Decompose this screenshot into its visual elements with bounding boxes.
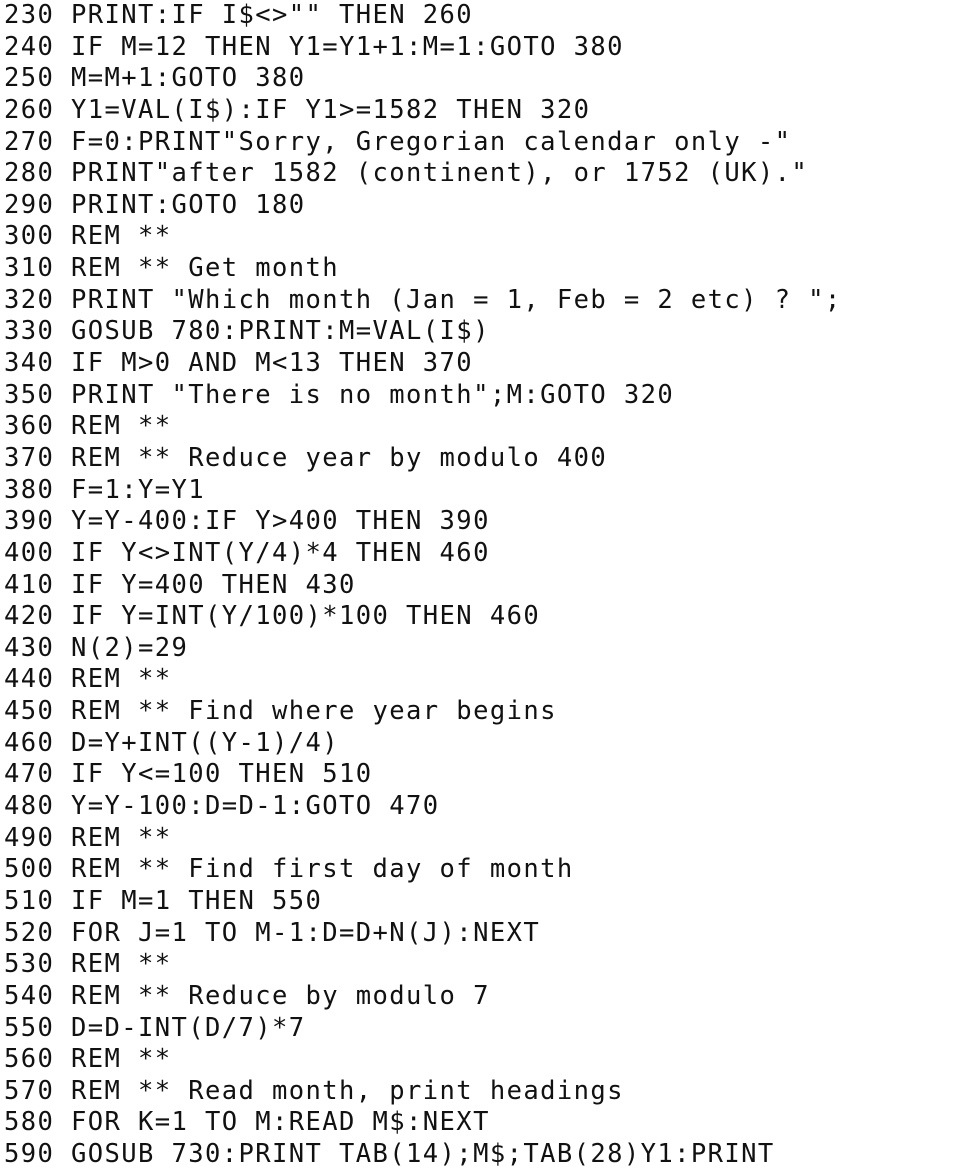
code-line: 520 FOR J=1 TO M-1:D=D+N(J):NEXT [4, 917, 541, 948]
code-line: 420 IF Y=INT(Y/100)*100 THEN 460 [4, 601, 541, 632]
code-line: 400 IF Y<>INT(Y/4)*4 THEN 460 [4, 537, 490, 568]
code-line: 410 IF Y=400 THEN 430 [4, 569, 356, 600]
code-line: 250 M=M+1:GOTO 380 [4, 63, 306, 94]
basic-program-listing [4, 0, 954, 1171]
code-line: 590 GOSUB 730:PRINT TAB(14);M$;TAB(28)Y1:PRINT [4, 1139, 775, 1170]
code-line: 380 F=1:Y=Y1 [4, 474, 206, 505]
code-line: 280 PRINT"after 1582 (continent), or 1752 (UK)." [4, 158, 809, 189]
code-line: 460 D=Y+INT((Y-1)/4) [4, 727, 340, 758]
code-line: 320 PRINT "Which month (Jan = 1, Feb = 2 etc) ? "; [4, 284, 842, 315]
code-line: 230 PRINT:IF I$<>"" THEN 260 [4, 0, 474, 30]
code-line: 470 IF Y<=100 THEN 510 [4, 759, 373, 790]
code-line: 540 REM ** Reduce by modulo 7 [4, 980, 490, 1011]
code-line: 270 F=0:PRINT"Sorry, Gregorian calendar only -" [4, 126, 792, 157]
code-line: 390 Y=Y-400:IF Y>400 THEN 390 [4, 506, 490, 537]
code-line: 530 REM ** [4, 949, 172, 980]
code-line: 440 REM ** [4, 664, 172, 695]
code-line: 340 IF M>0 AND M<13 THEN 370 [4, 348, 474, 379]
code-line: 350 PRINT "There is no month";M:GOTO 320 [4, 379, 675, 410]
code-line: 560 REM ** [4, 1044, 172, 1075]
code-line: 450 REM ** Find where year begins [4, 696, 557, 727]
code-line: 260 Y1=VAL(I$):IF Y1>=1582 THEN 320 [4, 94, 591, 125]
code-line: 300 REM ** [4, 221, 172, 252]
code-line: 240 IF M=12 THEN Y1=Y1+1:M=1:GOTO 380 [4, 31, 624, 62]
code-line: 370 REM ** Reduce year by modulo 400 [4, 442, 608, 473]
code-line: 360 REM ** [4, 411, 172, 442]
code-line: 500 REM ** Find first day of month [4, 854, 574, 885]
code-line: 480 Y=Y-100:D=D-1:GOTO 470 [4, 791, 440, 822]
code-line: 430 N(2)=29 [4, 632, 189, 663]
code-line: 570 REM ** Read month, print headings [4, 1075, 624, 1106]
code-line: 330 GOSUB 780:PRINT:M=VAL(I$) [4, 316, 490, 347]
code-line: 550 D=D-INT(D/7)*7 [4, 1012, 306, 1043]
code-line: 580 FOR K=1 TO M:READ M$:NEXT [4, 1107, 490, 1138]
code-line: 310 REM ** Get month [4, 253, 340, 284]
code-line: 290 PRINT:GOTO 180 [4, 189, 306, 220]
code-line: 490 REM ** [4, 822, 172, 853]
code-line: 510 IF M=1 THEN 550 [4, 885, 323, 916]
